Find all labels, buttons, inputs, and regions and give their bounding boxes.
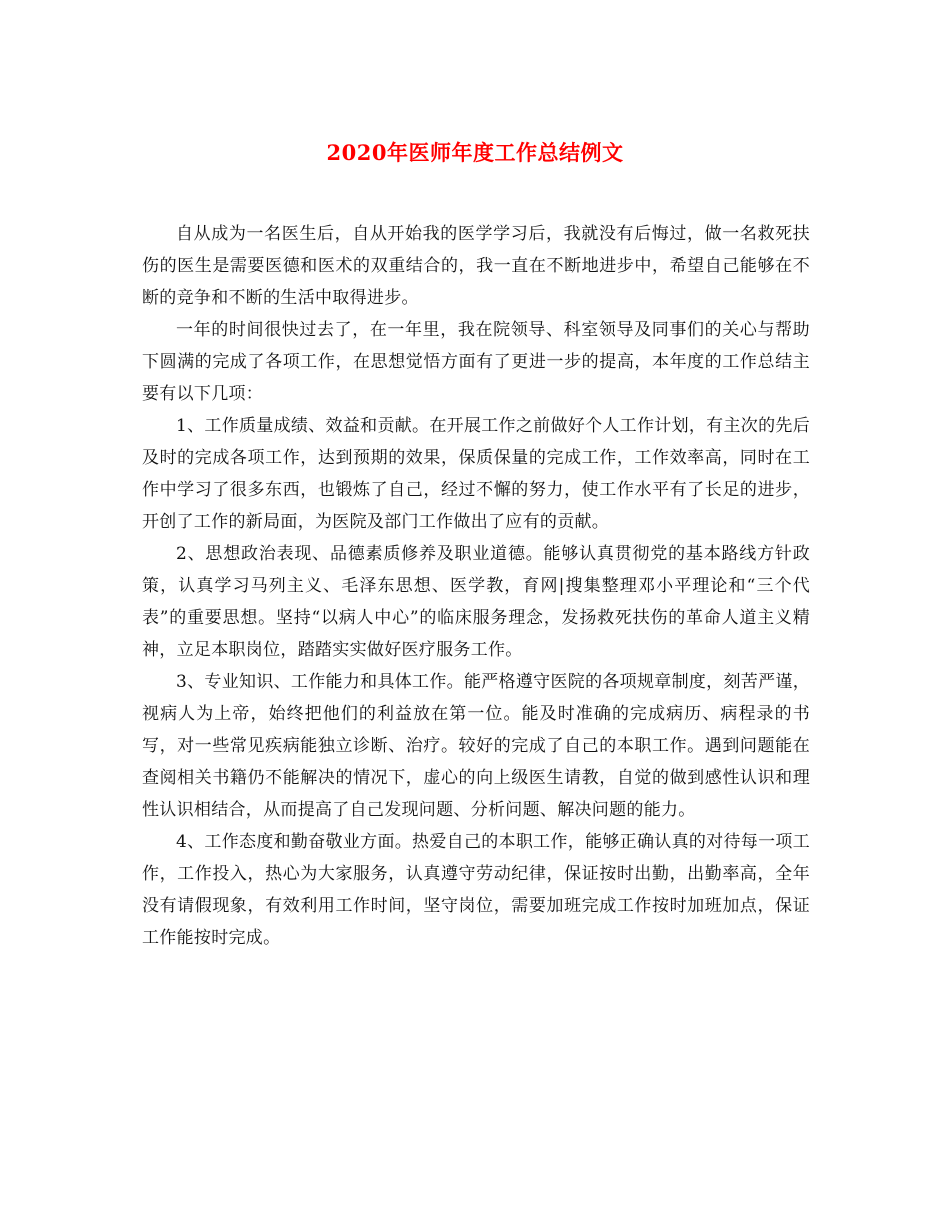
document-title: 2020年医师年度工作总结例文: [326, 140, 624, 165]
paragraph-intro: 自从成为一名医生后，自从开始我的医学学习后，我就没有后悔过，做一名救死扶伤的医生是需要医德和医术的双重结合的，我一直在不断地进步中，希望自己能够在不断的竞争和不断的生活中取得进步。: [142, 224, 810, 308]
paragraph-item-4: 4、工作态度和勤奋敬业方面。热爱自己的本职工作，能够正确认真的对待每一项工作，工作投入，热心为大家服务，认真遵守劳动纪律，保证按时出勤，出勤率高，全年没有请假现象，有效利用工作时间，坚守岗位，需要加班完成工作按时加班加点，保证工作能按时完成。: [142, 832, 810, 948]
paragraph-item-3: 3、专业知识、工作能力和具体工作。能严格遵守医院的各项规章制度，刻苦严谨，视病人为上帝，始终把他们的利益放在第一位。能及时准确的完成病历、病程录的书写，对一些常见疾病能独立诊断、治疗。较好的完成了自己的本职工作。遇到问题能在查阅相关书籍仍不能解决的情况下，虚心的向上级医生请教，自觉的做到感性认识和理性认识相结合，从而提高了自己发现问题、分析问题、解决问题的能力。: [142, 672, 810, 820]
paragraph-item-2: 2、思想政治表现、品德素质修养及职业道德。能够认真贯彻党的基本路线方针政策，认真学习马列主义、毛泽东思想、医学教，育网|搜集整理邓小平理论和“三个代表”的重要思想。坚持“以病人中心”的临床服务理念，发扬救死扶伤的革命人道主义精神，立足本职岗位，踏踏实实做好医疗服务工作。: [142, 544, 810, 660]
document-body: [142, 218, 810, 954]
paragraph-item-1: 1、工作质量成绩、效益和贡献。在开展工作之前做好个人工作计划，有主次的先后及时的完成各项工作，达到预期的效果，保质保量的完成工作，工作效率高，同时在工作中学习了很多东西，也锻炼了自己，经过不懈的努力，使工作水平有了长足的进步，开创了工作的新局面，为医院及部门工作做出了应有的贡献。: [142, 416, 810, 532]
paragraph-overview: 一年的时间很快过去了，在一年里，我在院领导、科室领导及同事们的关心与帮助下圆满的完成了各项工作，在思想觉悟方面有了更进一步的提高，本年度的工作总结主要有以下几项：: [142, 320, 810, 404]
